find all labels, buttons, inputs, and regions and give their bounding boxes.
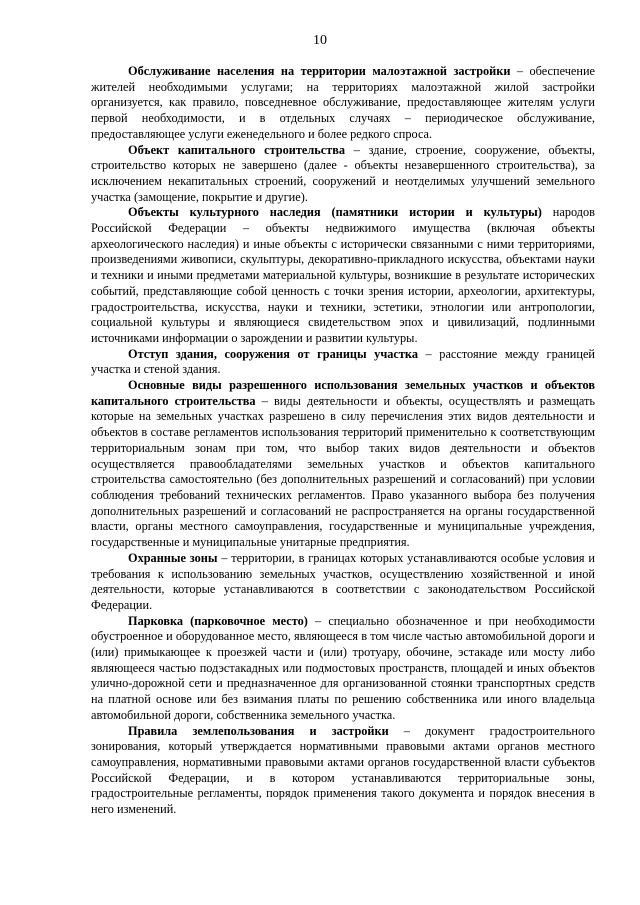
definition-paragraph (91, 551, 595, 614)
definition-paragraph (91, 64, 595, 143)
defined-term: Охранные зоны (128, 550, 218, 565)
defined-term: Объекты культурного наследия (памятники истории и культуры) (128, 205, 542, 220)
definition-paragraph (91, 614, 595, 724)
definition-text: – специально обозначенное и при необходимости обустроенное и оборудованное место, являющееся в том числе частью автомобильной дороги и (или) примыкающее к проезжей части и (или) тротуару, обочине, эстакаде или мосту либо являющееся частью подэстакадных или подмостовых пространств, площадей и иных объектов улично-дорожной сети и предназначенное для организованной стоянки транспортных средств на платной основе или без взимания платы по решению собственника или иного владельца автомобильной дороги, собственника земельного участка. (91, 613, 595, 722)
definition-text: – здание, строение, сооружение, объекты, строительство которых не завершено (далее - объекты незавершенного строительства), за исключением некапитальных строений, сооружений и неотделимых улучшений земельного участка (замощение, покрытие и другие). (91, 142, 595, 204)
defined-term: Объект капитального строительства (128, 142, 346, 157)
defined-term: Правила землепользования и застройки (128, 723, 389, 738)
definition-text: народов Российской Федерации – объекты недвижимого имущества (включая объекты археологического наследия) и иные объекты с исторически связанными с ними территориями, произведениями живописи, скульптуры, декоративно-прикладного искусства, объектами науки и техники и иными предметами материальной культуры, возникшие в результате исторических событий, представляющие собой ценность с точки зрения истории, археологии, архитектуры, градостроительства, искусства, науки и техники, эстетики, этнологии или антропологии, социальной культуры и являющиеся свидетельством эпох и цивилизаций, подлинными источниками информации о зарождении и развитии культуры. (91, 205, 595, 345)
definition-text: – обеспечение жителей необходимыми услугами; на территориях малоэтажной жилой застройки организуется, как правило, повседневное обслуживание, предоставляющее жителям услуги первой необходимости, и в отдельных случаях – периодическое обслуживание, предоставляющее услуги еженедельного и более редкого спроса. (91, 64, 595, 141)
definition-text: – документ градостроительного зонирования, который утверждается нормативными правовыми актами органов местного самоуправления, нормативными правовыми актами органов государственной власти субъектов Российской Федерации, и в котором устанавливаются территориальные зоны, градостроительные регламенты, порядок применения такого документа и порядок внесения в него изменений. (91, 723, 595, 817)
definition-paragraph (91, 724, 595, 818)
page-number: 10 (313, 33, 327, 48)
defined-term: Основные виды разрешенного использования земельных участков и объектов капитального строительства (91, 378, 595, 408)
definition-paragraph (91, 205, 595, 346)
defined-term: Отступ здания, сооружения от границы участка (128, 346, 418, 361)
definition-text: – территории, в границах которых устанавливаются особые условия и требования к использованию земельных участков, осуществлению хозяйственной и иной деятельности, которые устанавливаются в соответствии с законодательством Российской Федерации. (91, 550, 595, 612)
defined-term: Обслуживание населения на территории малоэтажной застройки (128, 64, 511, 78)
defined-term: Парковка (парковочное место) (128, 613, 308, 628)
definition-paragraph (91, 347, 595, 378)
document-body (91, 64, 595, 818)
definition-text: – виды деятельности и объекты, осуществлять и размещать которые на земельных участках разрешено в силу перечисления этих видов деятельности и объектов в составе регламентов использования территорий применительно к соответствующим территориальным зонам при том, что выбор таких видов деятельности и объектов осуществляется правообладателями земельных участков и объектов капитального строительства самостоятельно (без дополнительных разрешений и согласований) при условии соблюдения требований технических регламентов. Право указанного выбора без получения дополнительных разрешений и согласований не распространяется на органы государственной власти, органы местного самоуправления, государственные и муниципальные учреждения, государственные и муниципальные унитарные предприятия. (91, 393, 596, 550)
definition-paragraph (91, 378, 595, 551)
definition-text: – расстояние между границей участка и стеной здания. (91, 346, 595, 377)
definition-paragraph (91, 143, 595, 206)
